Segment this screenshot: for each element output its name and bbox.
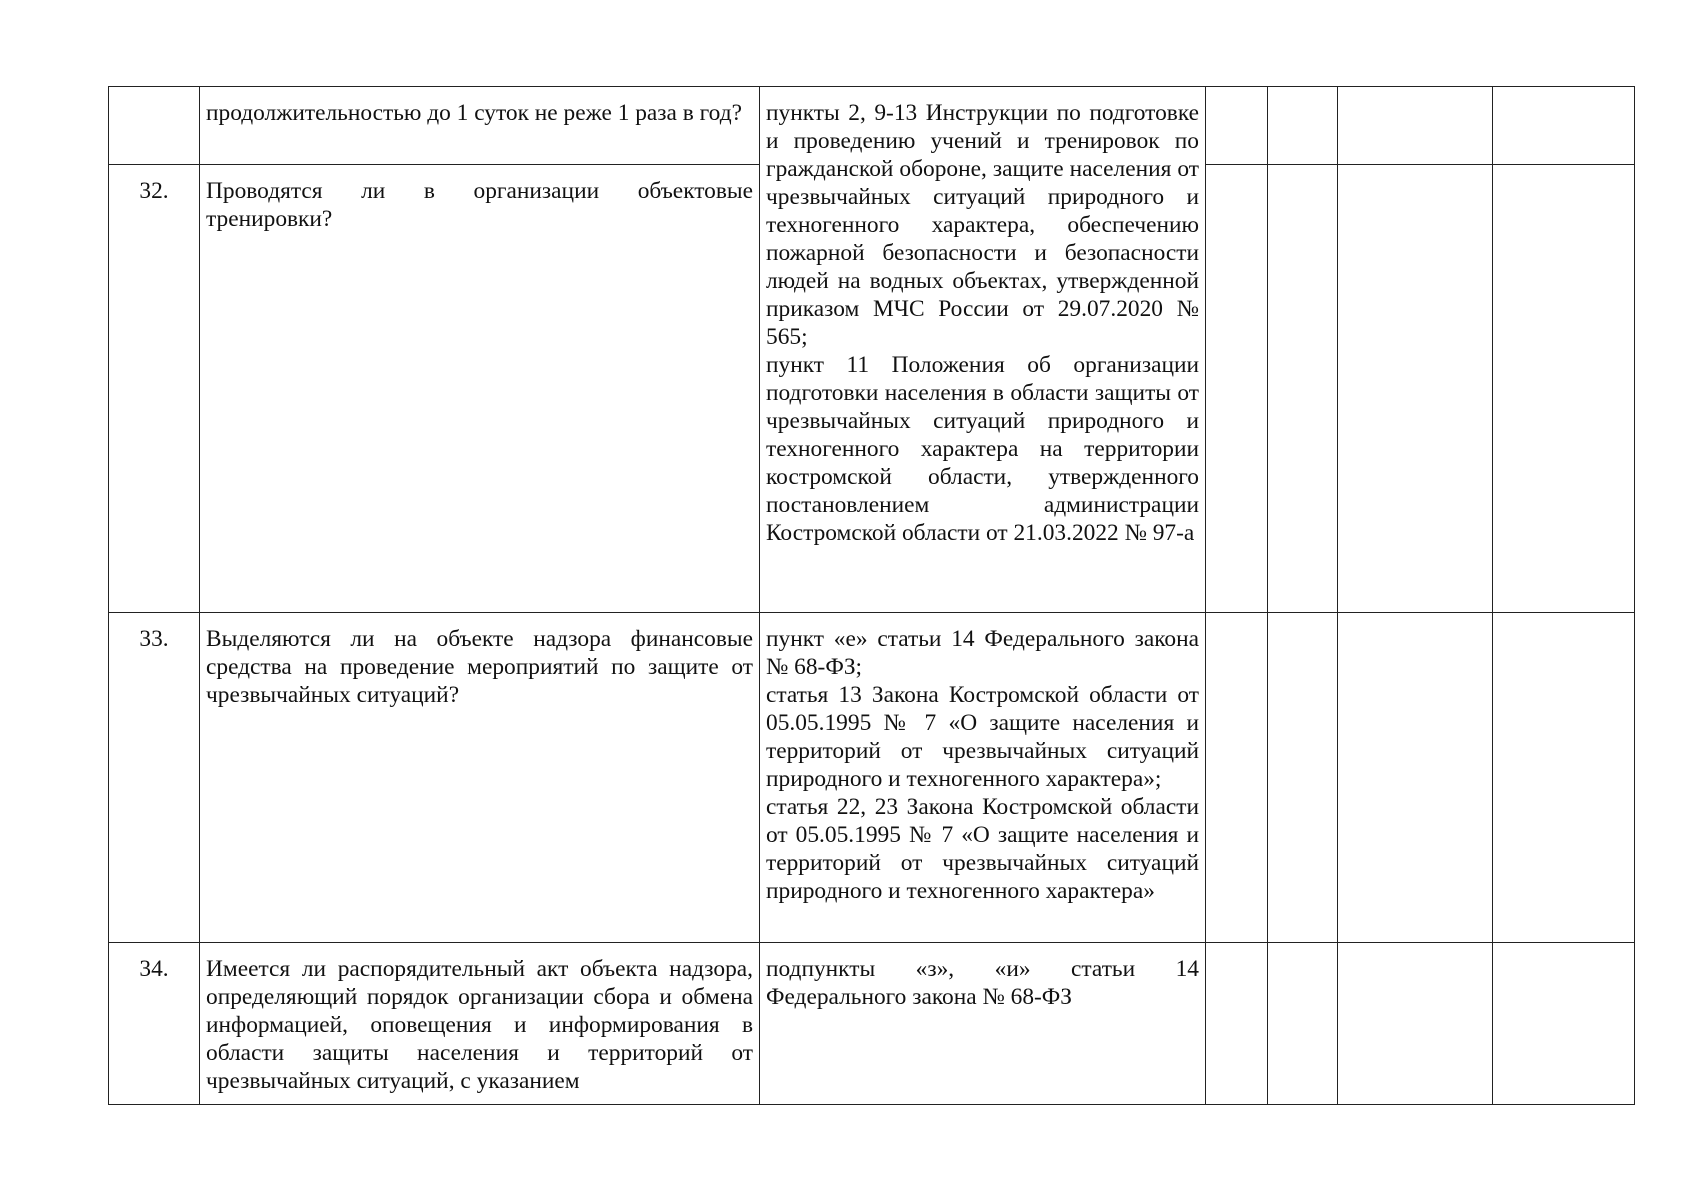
reference-text: статья 22, 23 Закона Костромской области от 05.05.1995 № 7 «О защите населения и территорий от чрезвычайных ситуаций природного и техногенного характера» xyxy=(766,794,1199,904)
empty-cell xyxy=(1338,943,1493,1105)
row-number-cell xyxy=(109,87,200,165)
references-cell xyxy=(760,613,1206,943)
empty-cell xyxy=(1493,87,1635,165)
table-row xyxy=(109,87,1635,165)
row-number-cell xyxy=(109,613,200,943)
reference-text: пункт 11 Положения об организации подготовки населения в области защиты от чрезвычайных ситуаций природного и техногенного характера на территории костромской области, утвержденного постановлением администрации Костромской области от 21.03.2022 № 97-а xyxy=(766,352,1199,546)
references-cell xyxy=(760,943,1206,1105)
table-row xyxy=(109,943,1635,1105)
table-row xyxy=(109,613,1635,943)
empty-cell xyxy=(1206,613,1268,943)
empty-cell xyxy=(1268,613,1338,943)
question-cell xyxy=(200,613,760,943)
question-text: продолжительностью до 1 суток не реже 1 раза в год? xyxy=(206,100,742,126)
question-cell xyxy=(200,943,760,1105)
question-cell xyxy=(200,87,760,165)
row-number: 34. xyxy=(139,956,169,982)
empty-cell xyxy=(1206,87,1268,165)
reference-text: пункт «е» статьи 14 Федерального закона № 68-ФЗ; xyxy=(766,626,1199,680)
reference-text: подпункты «з», «и» статьи 14 Федерального закона № 68-ФЗ xyxy=(766,956,1199,1010)
empty-cell xyxy=(1493,613,1635,943)
empty-cell xyxy=(1268,87,1338,165)
question-text: Имеется ли распорядительный акт объекта надзора, определяющий порядок организации сбора и обмена информацией, оповещения и информирования в области защиты населения и территорий от чрезвычайных ситуаций, с указанием xyxy=(206,956,753,1094)
checklist-table xyxy=(108,86,1635,1105)
empty-cell xyxy=(1206,165,1268,613)
row-number-cell xyxy=(109,943,200,1105)
empty-cell xyxy=(1338,165,1493,613)
reference-text: пункты 2, 9-13 Инструкции по подготовке и проведению учений и тренировок по гражданской обороне, защите населения от чрезвычайных ситуаций природного и техногенного характера, обеспечению пожарной безопасности и безопасности людей на водных объектах, утвержденной приказом МЧС России от 29.07.2020 № 565; xyxy=(766,100,1199,350)
question-text: Выделяются ли на объекте надзора финансовые средства на проведение мероприятий по защите от чрезвычайных ситуаций? xyxy=(206,626,753,708)
empty-cell xyxy=(1268,943,1338,1105)
row-number: 33. xyxy=(139,626,169,652)
empty-cell xyxy=(1268,165,1338,613)
question-cell xyxy=(200,165,760,613)
question-text: Проводятся ли в организации объектовые тренировки? xyxy=(206,178,753,232)
references-cell xyxy=(760,87,1206,613)
empty-cell xyxy=(1338,613,1493,943)
row-number-cell xyxy=(109,165,200,613)
row-number: 32. xyxy=(139,178,169,204)
empty-cell xyxy=(1493,943,1635,1105)
empty-cell xyxy=(1206,943,1268,1105)
empty-cell xyxy=(1338,87,1493,165)
empty-cell xyxy=(1493,165,1635,613)
reference-text: статья 13 Закона Костромской области от 05.05.1995 № 7 «О защите населения и территорий от чрезвычайных ситуаций природного и техногенного характера»; xyxy=(766,682,1199,792)
